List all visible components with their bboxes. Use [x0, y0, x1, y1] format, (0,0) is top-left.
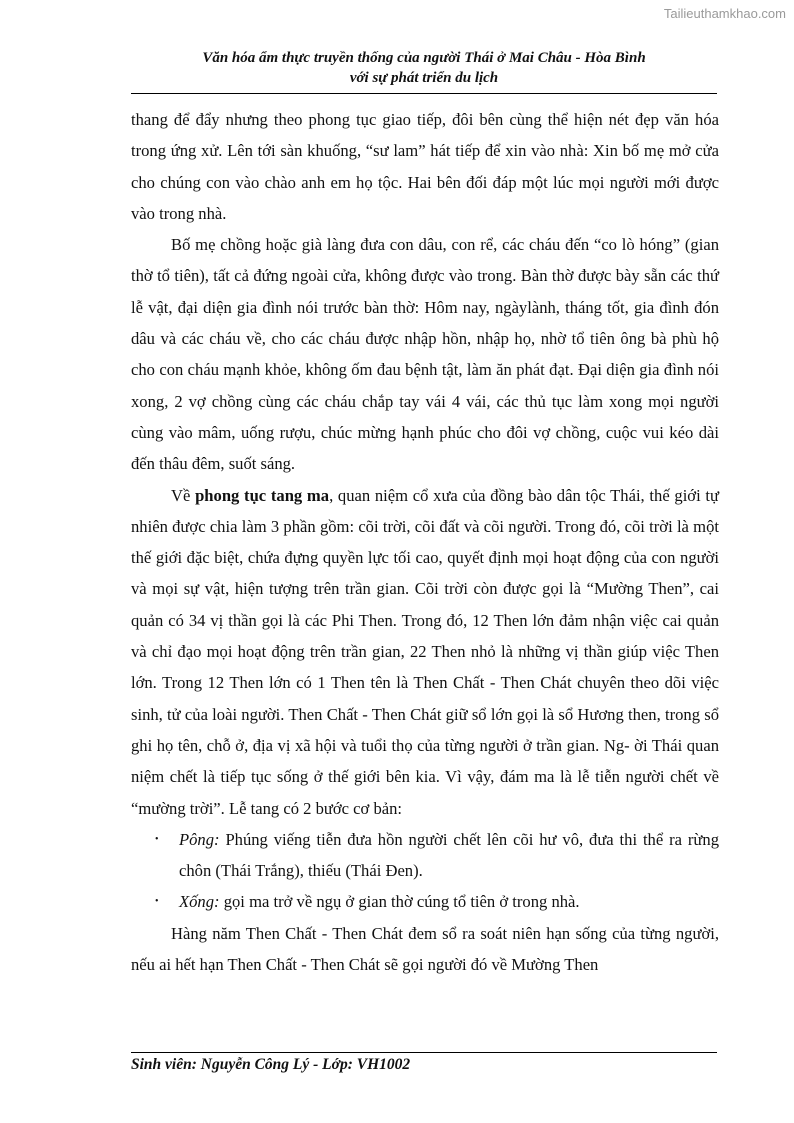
document-body: [131, 104, 719, 980]
bullet-term: Pông:: [179, 829, 220, 849]
paragraph-3-text: , quan niệm cổ xưa của đồng bào dân tộc Thái, thế giới tự nhiên được chia làm 3 phần gồm: cõi trời, cõi đất và cõi người. Trong đó, cõi trời là một thế giới đặc biệt, chứa đựng quyền lực tối cao, quyết định mọi hoạt động của con người và mọi sự vật, hiện tượng trên trần gian. Cõi trời còn được gọi là “Mường Then”, cai quản có 34 vị thần gọi là các Phi Then. Trong đó, 12 Then lớn đảm nhận việc cai quản và chỉ đạo mọi hoạt động trên trần gian, 22 Then nhỏ là những vị thần giúp việc Then lớn. Trong 12 Then lớn có 1 Then tên là Then Chất - Then Chát chuyên theo dõi việc sinh, tử của loài người. Then Chất - Then Chát giữ sổ lớn gọi là sổ Hương then, trong sổ ghi họ tên, chỗ ở, địa vị xã hội và tuổi thọ của từng người ở trần gian. Ng- ời Thái quan niệm chết là tiếp tục sống ở thế giới bên kia. Vì vậy, đám ma là lễ tiễn người chết về “mường trời”. Lễ tang có 2 bước cơ bản:: [131, 485, 719, 818]
paragraph-3-bold-term: phong tục tang ma: [195, 485, 330, 505]
page-header: [131, 48, 717, 88]
bullet-text: Phúng viếng tiễn đưa hồn người chết lên cõi hư vô, đưa thi thể ra rừng chôn (Thái Trắng), thiếu (Thái Đen).: [179, 829, 719, 881]
header-divider: [131, 93, 717, 94]
paragraph-4: Hàng năm Then Chất - Then Chát đem sổ ra soát niên hạn sống của từng người, nếu ai hết hạn Then Chất - Then Chát sẽ gọi người đó về Mường Then: [131, 923, 719, 975]
paragraph-1: thang để đẩy nhưng theo phong tục giao tiếp, đôi bên cùng thể hiện nét đẹp văn hóa trong ứng xử. Lên tới sàn khuống, “sư lam” hát tiếp để xin vào nhà: Xin bố mẹ mở cửa cho chúng con vào chào anh em họ tộc. Hai bên đối đáp một lúc mọi người mới được vào trong nhà.: [131, 110, 719, 223]
bullet-item-pong: [131, 824, 719, 887]
paragraph-3-lead: Về: [171, 485, 196, 505]
bullet-text: gọi ma trở về ngụ ở gian thờ cúng tổ tiên ở trong nhà.: [219, 892, 580, 912]
header-title-line1: Văn hóa ẩm thực truyền thống của người Thái ở Mai Châu - Hòa Bình: [202, 50, 646, 66]
paragraph-2: Bố mẹ chồng hoặc già làng đưa con dâu, con rể, các cháu đến “co lò hóng” (gian thờ tổ tiên), tất cả đứng ngoài cửa, không được vào trong. Bàn thờ được bày sẵn các thứ lễ vật, đại diện gia đình nói trước bàn thờ: Hôm nay, ngàylành, tháng tốt, gia đình đón dâu và các cháu về, cho các cháu được nhập hồn, nhập họ, nhờ tổ tiên ông bà phù hộ cho con cháu mạnh khỏe, không ốm đau bệnh tật, làm ăn phát đạt. Đại diện gia đình nói xong, 2 vợ chồng cùng các cháu chắp tay vái 4 vái, các thủ tục làm xong mọi người cùng vào mâm, uống rượu, chúc mừng hạnh phúc cho đôi vợ chồng, cuộc vui kéo dài đến thâu đêm, suốt sáng.: [131, 235, 719, 474]
bullet-term: Xống:: [179, 892, 220, 912]
bullet-marker: •: [155, 833, 159, 845]
footer-divider: [131, 1052, 717, 1053]
bullet-item-xong: [131, 886, 719, 917]
header-title-line2: với sự phát triển du lịch: [349, 70, 499, 86]
page-footer: Sinh viên: Nguyễn Công Lý - Lớp: VH1002: [131, 1056, 411, 1073]
bullet-marker: •: [155, 896, 159, 908]
paragraph-3: [131, 480, 719, 824]
watermark: Tailieuthamkhao.com: [663, 6, 786, 21]
